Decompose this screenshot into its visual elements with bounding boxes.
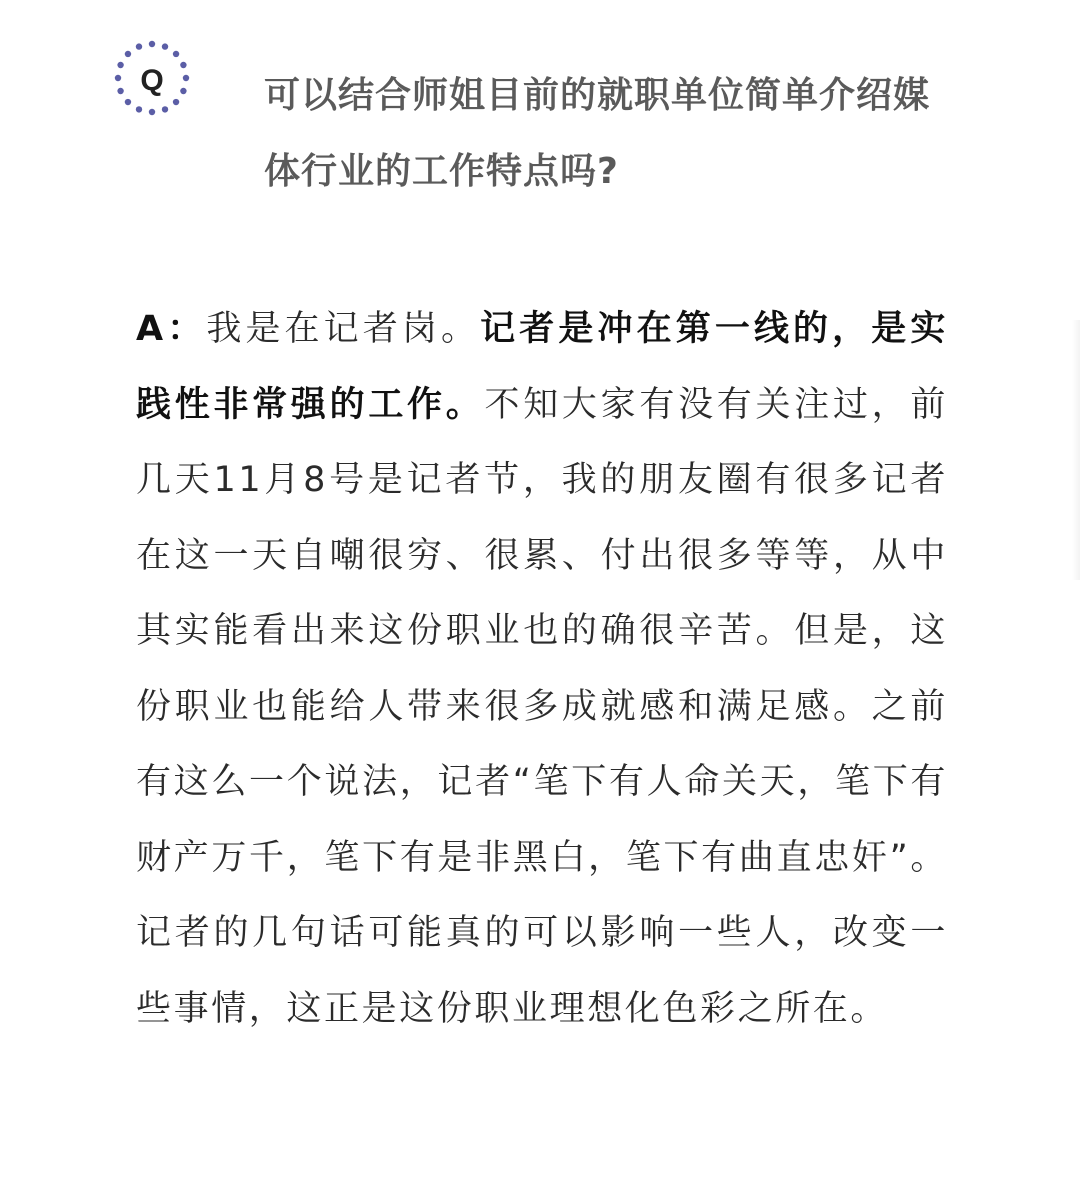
badge-dot — [136, 106, 142, 112]
badge-dot — [173, 99, 179, 105]
badge-dot — [125, 99, 131, 105]
badge-dot — [125, 51, 131, 57]
answer-body: 不知大家有没有关注过，前几天11月8号是记者节，我的朋友圈有很多记者在这一天自嘲很穷、很累、付出很多等等，从中其实能看出来这份职业也的确很辛苦。但是，这份职业也能给人带来很多成就感和满足感。之前有这么一个说法，记者“笔下有人命关天，笔下有财产万千，笔下有是非黑白，笔下有曲直忠奸”。记者的几句话可能真的可以影响一些人，改变一些事情，这正是这份职业理想化色彩之所在。 — [136, 384, 949, 1029]
question-text: 可以结合师姐目前的就职单位简单介绍媒体行业的工作特点吗? — [264, 75, 931, 192]
question-badge-icon — [112, 40, 192, 120]
badge-dot — [115, 75, 121, 81]
answer-highlight: 记者是冲在第一线的，是实践性非常强的工作。 — [136, 309, 949, 425]
answer-paragraph — [136, 292, 948, 1047]
badge-dot — [117, 62, 123, 68]
badge-dot — [180, 62, 186, 68]
dotted-circle-icon — [112, 40, 192, 120]
answer-intro: 我是在记者岗。 — [206, 309, 481, 349]
badge-dot — [183, 75, 189, 81]
badge-dot — [149, 41, 155, 47]
badge-dot — [162, 43, 168, 49]
badge-dot — [180, 88, 186, 94]
answer-prefix: A： — [136, 309, 207, 349]
badge-dot — [149, 109, 155, 115]
badge-dot — [117, 88, 123, 94]
scroll-edge — [1072, 320, 1080, 580]
question-badge-letter: Q — [140, 64, 164, 97]
badge-dot — [173, 51, 179, 57]
badge-dot — [162, 106, 168, 112]
badge-dot — [136, 43, 142, 49]
